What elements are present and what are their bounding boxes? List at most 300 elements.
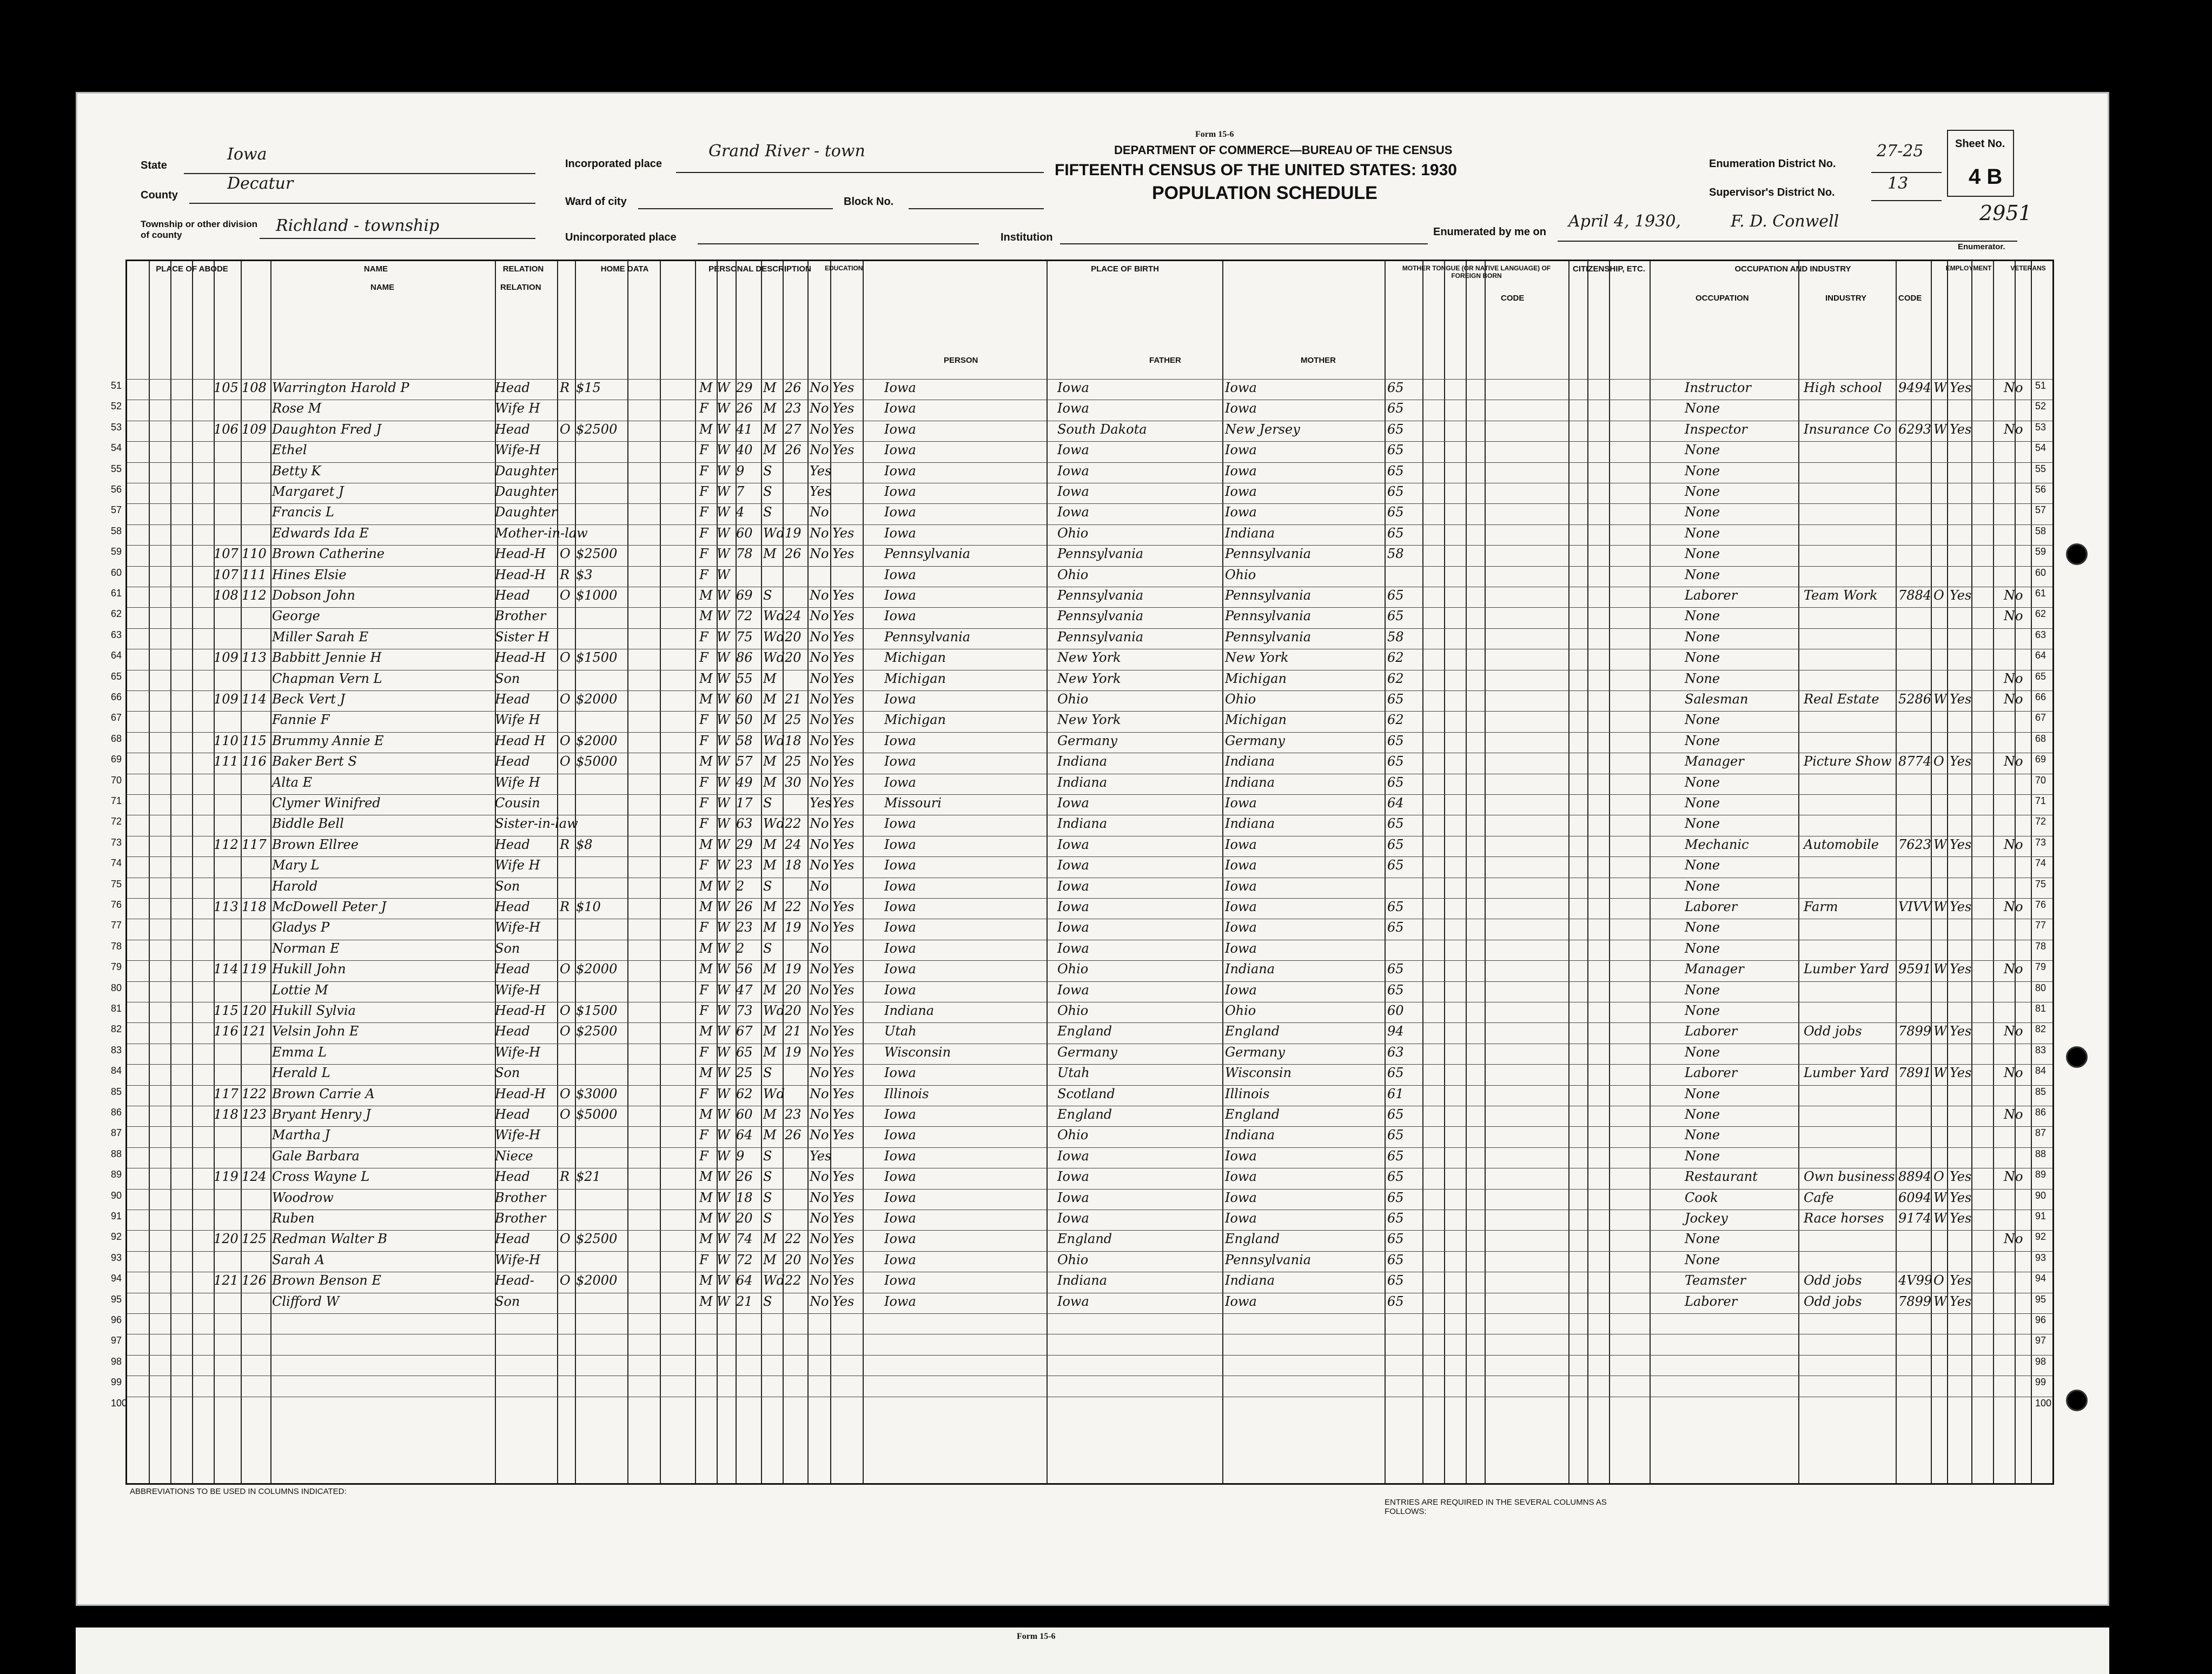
cell-sex: F — [699, 1252, 708, 1267]
cell-read: Yes — [832, 1065, 855, 1081]
cell-read: Yes — [832, 692, 855, 707]
cell-tenure: O — [560, 1003, 571, 1018]
cell-father: Iowa — [1057, 878, 1089, 894]
cell-value: $2500 — [576, 1231, 618, 1247]
cell-mother: Ohio — [1225, 1003, 1256, 1018]
cell-dwelling: 121 — [214, 1273, 239, 1288]
cell-sex: M — [699, 1293, 713, 1309]
cell-age: 2 — [736, 878, 745, 894]
cell-class: W — [1933, 1065, 1947, 1081]
cell-sex: M — [699, 899, 713, 914]
cell-emp: Yes — [1950, 1293, 1972, 1309]
cell-school: No — [810, 442, 829, 458]
cell-school: No — [810, 858, 829, 873]
line-number: 77 — [2035, 920, 2047, 931]
state-label: State — [141, 160, 167, 171]
cell-relation: Head- — [495, 1273, 534, 1288]
block-label: Block No. — [844, 196, 894, 208]
cell-name: Alta E — [272, 774, 313, 790]
line-number: 76 — [2035, 899, 2047, 910]
cell-tongue: 65 — [1387, 1169, 1404, 1185]
cell-ind: Lumber Yard — [1804, 1065, 1889, 1081]
cell-marital: M — [763, 1107, 777, 1122]
line-number: 64 — [2035, 650, 2047, 661]
cell-sex: M — [699, 692, 713, 707]
cell-birth: Iowa — [884, 1273, 916, 1288]
cell-tenure: O — [560, 421, 571, 437]
cell-occ: None — [1685, 878, 1720, 894]
cell-age: 78 — [736, 546, 753, 562]
cell-age: 26 — [736, 1169, 753, 1185]
cell-marital: S — [763, 1211, 772, 1226]
cell-father: Pennsylvania — [1057, 608, 1144, 624]
cell-father: Utah — [1057, 1065, 1090, 1081]
cell-school: No — [810, 920, 829, 935]
cell-race: W — [717, 650, 730, 666]
cell-name: Miller Sarah E — [272, 629, 369, 645]
cell-dwelling: 109 — [214, 650, 239, 666]
cell-birth: Iowa — [884, 940, 916, 956]
cell-race: W — [717, 1211, 730, 1226]
cell-ind: Lumber Yard — [1804, 961, 1889, 977]
cell-relation: Wife H — [495, 712, 540, 728]
cell-age: 17 — [736, 795, 753, 811]
group-personal-description: PERSONAL DESCRIPTION — [708, 264, 811, 274]
cell-vet: No — [2004, 380, 2023, 395]
cell-sex: M — [699, 608, 713, 624]
department-title: DEPARTMENT OF COMMERCE—BUREAU OF THE CENSUS — [1114, 143, 1453, 157]
cell-school: No — [810, 1293, 829, 1309]
table-row — [111, 878, 2052, 898]
cell-name: Redman Walter B — [272, 1231, 387, 1247]
cell-mother: Iowa — [1225, 504, 1257, 520]
cell-school: No — [810, 421, 829, 437]
cell-tenure: O — [560, 1107, 571, 1122]
cell-relation: Head — [495, 899, 530, 914]
cell-mother: New York — [1225, 650, 1289, 666]
cell-name: Hukill Sylvia — [272, 1003, 356, 1018]
cell-father: Pennsylvania — [1057, 629, 1144, 645]
cell-father: Ohio — [1057, 692, 1089, 707]
cell-school: No — [810, 504, 829, 520]
cell-age: 41 — [736, 421, 753, 437]
cell-occ: None — [1685, 484, 1720, 499]
cell-occ: None — [1685, 504, 1720, 520]
cell-sex: M — [699, 1107, 713, 1122]
cell-mother: Ohio — [1225, 567, 1256, 582]
cell-birth: Iowa — [884, 504, 916, 520]
table-row — [111, 670, 2052, 690]
cell-tongue: 65 — [1387, 920, 1404, 935]
cell-race: W — [717, 1169, 730, 1185]
cell-value: $1500 — [576, 1003, 618, 1018]
cell-code: VIVV — [1898, 899, 1932, 914]
line-number: 100 — [2035, 1397, 2052, 1409]
cell-family: 111 — [242, 567, 267, 582]
line-number: 73 — [2035, 836, 2047, 848]
cell-mother: Iowa — [1225, 858, 1257, 873]
cell-name: McDowell Peter J — [272, 899, 387, 914]
table-row — [111, 1189, 2052, 1210]
cell-read: Yes — [832, 525, 855, 541]
cell-sex: F — [699, 567, 708, 582]
table-row — [111, 483, 2052, 503]
cell-race: W — [717, 567, 730, 582]
cell-name: Baker Bert S — [272, 754, 357, 769]
cell-school: No — [810, 1211, 829, 1226]
cell-relation: Head — [495, 754, 530, 769]
cell-occ: None — [1685, 525, 1720, 541]
line-number: 55 — [2035, 463, 2047, 474]
cell-read: Yes — [832, 795, 855, 811]
cell-age: 62 — [736, 1086, 753, 1101]
cell-father: Ohio — [1057, 567, 1089, 582]
cell-father: Ohio — [1057, 1252, 1089, 1267]
cell-marital: M — [763, 920, 777, 935]
cell-sex: F — [699, 858, 708, 873]
line-number: 80 — [2035, 982, 2047, 993]
cell-occ: Manager — [1685, 754, 1744, 769]
cell-birth: Iowa — [884, 961, 916, 977]
cell-marital: M — [763, 692, 777, 707]
table-row — [111, 524, 2052, 545]
line-number: 65 — [111, 670, 122, 682]
cell-name: Daughton Fred J — [272, 421, 381, 437]
cell-agem: 18 — [785, 733, 802, 748]
cell-relation: Son — [495, 1065, 520, 1081]
table-row — [111, 566, 2052, 587]
punch-hole — [2066, 1046, 2088, 1068]
line-number: 72 — [2035, 816, 2047, 827]
line-number: 95 — [2035, 1293, 2047, 1305]
table-row — [111, 753, 2052, 773]
cell-ind: Picture Show — [1804, 754, 1892, 769]
cell-relation: Head — [495, 421, 530, 437]
cell-name: Francis L — [272, 504, 334, 520]
cell-tongue: 62 — [1387, 712, 1404, 728]
line-number: 75 — [2035, 878, 2047, 889]
line-number: 52 — [2035, 401, 2047, 412]
cell-race: W — [717, 670, 730, 686]
line-number: 73 — [111, 836, 122, 848]
cell-race: W — [717, 982, 730, 998]
cell-father: Iowa — [1057, 380, 1089, 395]
cell-marital: Wd — [763, 816, 785, 832]
cell-mother: Indiana — [1225, 961, 1275, 977]
cell-read: Yes — [832, 816, 855, 832]
line-number: 67 — [111, 712, 122, 723]
cell-marital: S — [763, 484, 772, 499]
cell-relation: Head — [495, 1169, 530, 1185]
cell-birth: Iowa — [884, 899, 916, 914]
cell-emp: Yes — [1950, 1169, 1972, 1185]
cell-name: Brown Carrie A — [272, 1086, 375, 1101]
line-number: 71 — [2035, 795, 2047, 806]
cell-race: W — [717, 1024, 730, 1039]
cell-sex: M — [699, 878, 713, 894]
line-number: 71 — [111, 795, 122, 806]
cell-marital: S — [763, 504, 772, 520]
cell-father: Iowa — [1057, 899, 1089, 914]
line-number: 62 — [2035, 608, 2047, 620]
group-employment: EMPLOYMENT — [1945, 264, 1992, 272]
group-relation: RELATION — [502, 264, 544, 274]
cell-school: No — [810, 1044, 829, 1060]
cell-family: 119 — [242, 961, 267, 977]
cell-read: Yes — [832, 733, 855, 748]
cell-age: 23 — [736, 920, 753, 935]
cell-father: New York — [1057, 650, 1121, 666]
table-row — [111, 1022, 2052, 1043]
cell-tongue: 63 — [1387, 1044, 1404, 1060]
cell-agem: 22 — [785, 899, 802, 914]
cell-school: No — [810, 629, 829, 645]
cell-mother: Iowa — [1225, 982, 1257, 998]
cell-read: Yes — [832, 1127, 855, 1143]
cell-mother: Iowa — [1225, 401, 1257, 416]
cell-occ: None — [1685, 567, 1720, 582]
cell-age: 20 — [736, 1211, 753, 1226]
cell-dwelling: 106 — [214, 421, 239, 437]
line-number: 93 — [111, 1252, 122, 1263]
cell-relation: Wife H — [495, 858, 540, 873]
cell-age: 74 — [736, 1231, 753, 1247]
cell-marital: M — [763, 380, 777, 395]
cell-name: Rose M — [272, 401, 322, 416]
group-occupation: OCCUPATION AND INDUSTRY — [1734, 264, 1851, 274]
cell-ind: High school — [1804, 380, 1882, 395]
cell-tongue: 65 — [1387, 858, 1404, 873]
cell-ind: Automobile — [1804, 836, 1879, 852]
cell-agem: 26 — [785, 546, 802, 562]
cell-relation: Head — [495, 836, 530, 852]
cell-sex: F — [699, 629, 708, 645]
cell-class: W — [1933, 1293, 1947, 1309]
cell-age: 23 — [736, 858, 753, 873]
cell-tongue: 65 — [1387, 1231, 1404, 1247]
cell-agem: 25 — [785, 754, 802, 769]
cell-marital: S — [763, 1293, 772, 1309]
cell-age: 7 — [736, 484, 745, 499]
cell-school: No — [810, 650, 829, 666]
cell-occ: None — [1685, 1044, 1720, 1060]
cell-emp: Yes — [1950, 836, 1972, 852]
cell-mother: Indiana — [1225, 1127, 1275, 1143]
cell-agem: 19 — [785, 920, 802, 935]
cell-read: Yes — [832, 380, 855, 395]
cell-birth: Pennsylvania — [884, 629, 971, 645]
cell-tongue: 65 — [1387, 525, 1404, 541]
line-number: 96 — [111, 1314, 122, 1325]
cell-dwelling: 120 — [214, 1231, 239, 1247]
line-number: 74 — [111, 858, 122, 869]
cell-dwelling: 111 — [214, 754, 239, 769]
cell-tongue: 65 — [1387, 588, 1404, 603]
cell-occ: None — [1685, 982, 1720, 998]
cell-value: $2000 — [576, 961, 618, 977]
cell-race: W — [717, 858, 730, 873]
cell-sex: F — [699, 1127, 708, 1143]
cell-dwelling: 105 — [214, 380, 239, 395]
line-number: 53 — [2035, 421, 2047, 433]
table-row — [111, 1376, 2052, 1396]
cell-tongue: 65 — [1387, 1127, 1404, 1143]
cell-birth: Iowa — [884, 733, 916, 748]
cell-marital: M — [763, 421, 777, 437]
table-row — [111, 794, 2052, 815]
line-number: 60 — [111, 567, 122, 578]
cell-mother: Iowa — [1225, 920, 1257, 935]
cell-relation: Head-H — [495, 567, 546, 582]
cell-race: W — [717, 401, 730, 416]
cell-emp: Yes — [1950, 754, 1972, 769]
cell-class: W — [1933, 899, 1947, 914]
enumerated-label: Enumerated by me on — [1433, 226, 1546, 238]
cell-marital: S — [763, 1148, 772, 1164]
line-number: 79 — [2035, 961, 2047, 973]
cell-age: 69 — [736, 588, 753, 603]
county-label: County — [141, 189, 178, 201]
cell-sex: M — [699, 421, 713, 437]
group-home-data: HOME DATA — [600, 264, 649, 274]
cell-sex: F — [699, 442, 708, 458]
line-number: 92 — [2035, 1231, 2047, 1243]
cell-family: 113 — [242, 650, 267, 666]
cell-value: $3000 — [576, 1086, 618, 1101]
cell-read: Yes — [832, 1044, 855, 1060]
cell-agem: 24 — [785, 608, 802, 624]
cell-birth: Iowa — [884, 692, 916, 707]
line-number: 94 — [2035, 1273, 2047, 1284]
cell-birth: Iowa — [884, 816, 916, 832]
line-number: 99 — [2035, 1377, 2047, 1388]
cell-tongue: 65 — [1387, 504, 1404, 520]
cell-father: England — [1057, 1107, 1112, 1122]
cell-code: 9494 — [1898, 380, 1932, 395]
cell-name: Mary L — [272, 858, 320, 873]
cell-marital: M — [763, 1024, 777, 1039]
cell-mother: Indiana — [1225, 754, 1275, 769]
township-value: Richland - township — [276, 216, 440, 235]
cell-race: W — [717, 795, 730, 811]
line-number: 88 — [111, 1148, 122, 1159]
cell-sex: F — [699, 920, 708, 935]
cell-relation: Sister H — [495, 629, 549, 645]
cell-father: Germany — [1057, 1044, 1117, 1060]
cell-school: No — [810, 1024, 829, 1039]
cell-name: Beck Vert J — [272, 692, 346, 707]
table-row — [111, 1355, 2052, 1376]
cell-name: Velsin John E — [272, 1024, 359, 1039]
cell-vet: No — [2004, 421, 2023, 437]
cell-value: $2000 — [576, 733, 618, 748]
cell-relation: Head-H — [495, 1086, 546, 1101]
cell-sex: F — [699, 546, 708, 562]
cell-father: Indiana — [1057, 754, 1108, 769]
cell-birth: Iowa — [884, 401, 916, 416]
cell-race: W — [717, 504, 730, 520]
cell-read: Yes — [832, 899, 855, 914]
line-number: 82 — [2035, 1024, 2047, 1035]
line-number: 93 — [2035, 1252, 2047, 1263]
line-number: 56 — [111, 484, 122, 495]
cell-relation: Wife H — [495, 401, 540, 416]
cell-agem: 19 — [785, 525, 802, 541]
cell-marital: S — [763, 1169, 772, 1185]
cell-marital: S — [763, 1190, 772, 1205]
cell-tongue: 65 — [1387, 1065, 1404, 1081]
cell-sex: M — [699, 836, 713, 852]
cell-vet: No — [2004, 754, 2023, 769]
cell-race: W — [717, 878, 730, 894]
cell-race: W — [717, 1065, 730, 1081]
cell-sex: F — [699, 504, 708, 520]
cell-race: W — [717, 712, 730, 728]
cell-read: Yes — [832, 1003, 855, 1018]
cell-agem: 20 — [785, 1252, 802, 1267]
cell-school: No — [810, 1086, 829, 1101]
cell-mother: Iowa — [1225, 940, 1257, 956]
cell-name: Babbitt Jennie H — [272, 650, 382, 666]
cell-relation: Wife-H — [495, 1044, 541, 1060]
table-row — [111, 732, 2052, 753]
cell-relation: Son — [495, 878, 520, 894]
cell-family: 110 — [242, 546, 267, 562]
cell-marital: M — [763, 712, 777, 728]
cell-read: Yes — [832, 1086, 855, 1101]
cell-emp: Yes — [1950, 1273, 1972, 1288]
cell-ind: Odd jobs — [1804, 1273, 1862, 1288]
line-number: 59 — [2035, 546, 2047, 557]
cell-mother: Iowa — [1225, 899, 1257, 914]
cell-tongue: 65 — [1387, 1190, 1404, 1205]
cell-emp: Yes — [1950, 899, 1972, 914]
cell-occ: None — [1685, 733, 1720, 748]
line-number: 51 — [111, 380, 122, 391]
cell-marital: Wd — [763, 1086, 785, 1101]
cell-school: No — [810, 1065, 829, 1081]
cell-tongue: 65 — [1387, 733, 1404, 748]
cell-occ: None — [1685, 1003, 1720, 1018]
cell-vet: No — [2004, 1169, 2023, 1185]
cell-occ: None — [1685, 401, 1720, 416]
table-row — [111, 545, 2052, 566]
cell-relation: Head — [495, 692, 530, 707]
next-sheet-form-number: Form 15-6 — [1017, 1632, 1056, 1641]
unincorporated-label: Unincorporated place — [565, 231, 677, 243]
cell-occ: Instructor — [1685, 380, 1751, 395]
entries-required-title: ENTRIES ARE REQUIRED IN THE SEVERAL COLUMNS AS FOLLOWS: — [1385, 1498, 1607, 1516]
cell-school: No — [810, 546, 829, 562]
cell-tenure: O — [560, 588, 571, 603]
population-table — [111, 260, 2054, 1485]
line-number: 92 — [111, 1231, 122, 1243]
cell-ind: Insurance Co — [1804, 421, 1892, 437]
cell-agem: 27 — [785, 421, 802, 437]
cell-tongue: 58 — [1387, 546, 1404, 562]
cell-school: No — [810, 733, 829, 748]
cell-race: W — [717, 1148, 730, 1164]
cell-tongue: 65 — [1387, 463, 1404, 479]
cell-father: Iowa — [1057, 1148, 1089, 1164]
cell-age: 67 — [736, 1024, 753, 1039]
cell-agem: 20 — [785, 1003, 802, 1018]
line-number: 57 — [2035, 504, 2047, 516]
cell-agem: 20 — [785, 629, 802, 645]
cell-tongue: 65 — [1387, 421, 1404, 437]
cell-agem: 18 — [785, 858, 802, 873]
cell-name: Clifford W — [272, 1293, 340, 1309]
